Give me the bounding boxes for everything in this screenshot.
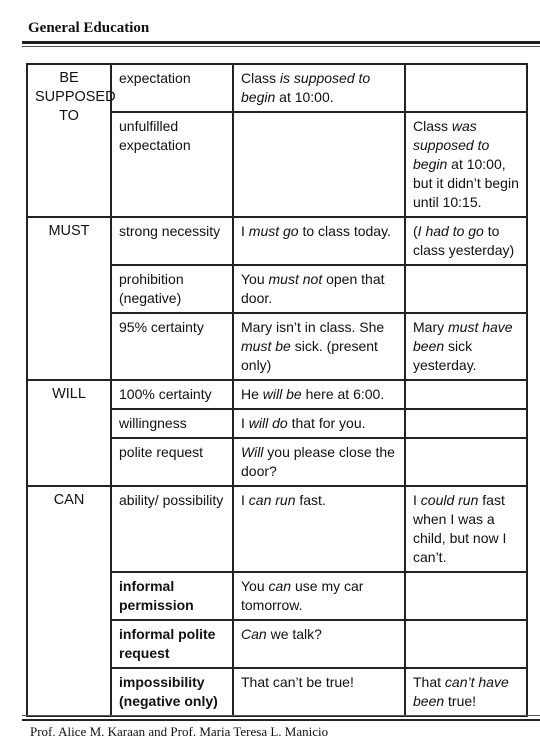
past-example-cell	[405, 265, 527, 313]
example-text: here at 6:00.	[301, 386, 385, 402]
example-text: I	[241, 223, 249, 239]
present-example-cell	[233, 409, 405, 438]
example-text: at 10:00.	[275, 89, 334, 105]
footer-authors: Prof. Alice M. Karaan and Prof. Maria Teresa L. Manicio	[30, 724, 329, 739]
example-text: I	[413, 492, 421, 508]
example-text: sick. (present only)	[241, 338, 378, 373]
past-example-cell	[405, 668, 527, 716]
present-example-cell	[233, 64, 405, 112]
present-example-cell	[233, 112, 405, 217]
example-text: can’t have been	[413, 674, 509, 709]
present-example-cell	[233, 380, 405, 409]
header-rule-thin	[22, 46, 540, 47]
example-text: use my car tomorrow.	[241, 578, 364, 613]
example-text: Class	[241, 70, 280, 86]
meaning-cell: willingness	[111, 409, 233, 438]
example-text: fast.	[295, 492, 326, 508]
example-text: can	[268, 578, 292, 594]
example-text: You	[241, 578, 269, 594]
footer-rule-thin	[22, 715, 540, 716]
meaning-cell: 100% certainty	[111, 380, 233, 409]
modal-cell: BE SUPPOSED TO	[27, 64, 111, 217]
example-text: I	[241, 492, 249, 508]
footer-rule-thick	[22, 719, 540, 721]
past-example-cell	[405, 486, 527, 572]
present-example-cell	[233, 265, 405, 313]
meaning-cell: unfulfilled expectation	[111, 112, 233, 217]
past-example-cell	[405, 380, 527, 409]
example-text: must not	[268, 271, 323, 287]
present-example-cell	[233, 572, 405, 620]
meaning-cell: informal permission	[111, 572, 233, 620]
past-example-cell	[405, 438, 527, 486]
example-text: was supposed to begin	[413, 118, 490, 172]
example-text: must be	[241, 338, 291, 354]
example-text: at 10:00, but it didn’t begin until 10:15.	[413, 156, 519, 210]
example-text: we talk?	[266, 626, 322, 642]
example-text: (	[413, 223, 418, 239]
example-text: sick yesterday.	[413, 338, 477, 373]
past-example-cell	[405, 112, 527, 217]
example-text: is supposed to begin	[241, 70, 371, 105]
example-text: can run	[248, 492, 296, 508]
past-example-cell	[405, 64, 527, 112]
example-text: could run	[420, 492, 479, 508]
meaning-cell: impossibility (negative only)	[111, 668, 233, 716]
meaning-cell: strong necessity	[111, 217, 233, 265]
example-text: Will	[241, 444, 264, 460]
past-example-cell	[405, 572, 527, 620]
table-row	[27, 217, 527, 265]
table-row	[27, 64, 527, 112]
example-text: He	[241, 386, 263, 402]
present-example-cell	[233, 620, 405, 668]
example-text: Mary isn’t in class. She	[241, 319, 385, 335]
example-text: you please close the door?	[241, 444, 395, 479]
example-text: to class today.	[298, 223, 391, 239]
table-row	[27, 380, 527, 409]
example-text: That	[413, 674, 445, 690]
example-text: I	[241, 415, 249, 431]
example-text: will be	[262, 386, 302, 402]
present-example-cell	[233, 313, 405, 380]
example-text: fast when I was a child, but now I can’t.	[413, 492, 507, 565]
past-example-cell	[405, 409, 527, 438]
present-example-cell	[233, 438, 405, 486]
present-example-cell	[233, 486, 405, 572]
modal-cell: WILL	[27, 380, 111, 486]
example-text: I had to go	[417, 223, 484, 239]
present-example-cell	[233, 217, 405, 265]
example-text: true!	[444, 693, 477, 709]
example-text: will do	[248, 415, 288, 431]
example-text: open that door.	[241, 271, 385, 306]
table-row	[27, 486, 527, 572]
meaning-cell: 95% certainty	[111, 313, 233, 380]
example-text: must go	[248, 223, 299, 239]
modal-cell: MUST	[27, 217, 111, 380]
meaning-cell: expectation	[111, 64, 233, 112]
past-example-cell	[405, 313, 527, 380]
header-rule-thick	[22, 41, 540, 44]
past-example-cell	[405, 217, 527, 265]
modal-verbs-table	[26, 63, 528, 717]
example-text: Can	[241, 626, 267, 642]
meaning-cell: polite request	[111, 438, 233, 486]
past-example-cell	[405, 620, 527, 668]
present-example-cell	[233, 668, 405, 716]
example-text: Mary	[413, 319, 448, 335]
example-text: to class yesterday)	[413, 223, 515, 258]
meaning-cell: ability/ possibility	[111, 486, 233, 572]
example-text: must have been	[413, 319, 513, 354]
meaning-cell: prohibition (negative)	[111, 265, 233, 313]
example-text: That can’t be true!	[241, 674, 354, 690]
example-text: Class	[413, 118, 452, 134]
modal-cell: CAN	[27, 486, 111, 716]
example-text: You	[241, 271, 269, 287]
page-header-title: General Education	[28, 20, 150, 36]
example-text: that for you.	[287, 415, 366, 431]
meaning-cell: informal polite request	[111, 620, 233, 668]
